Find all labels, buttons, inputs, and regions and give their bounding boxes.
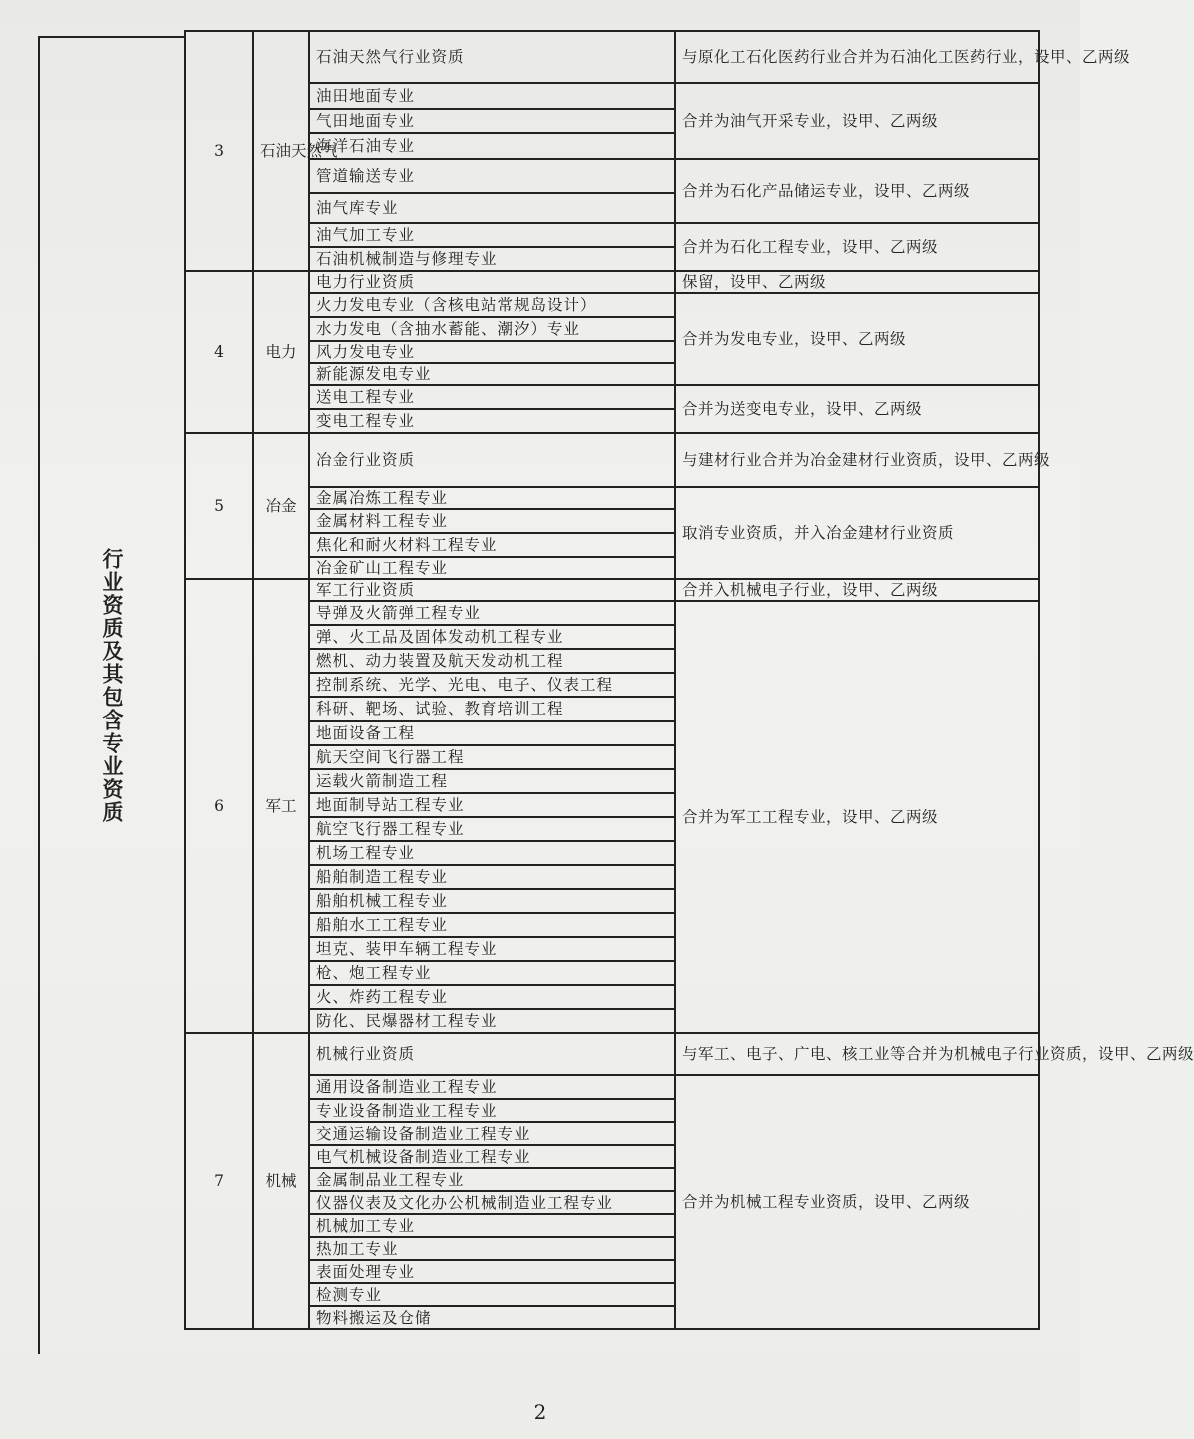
qualification-item: 枪、炮工程专业: [309, 961, 675, 985]
qualification-item: 交通运输设备制造业工程专业: [309, 1122, 675, 1145]
qualification-item: 防化、民爆器材工程专业: [309, 1009, 675, 1033]
qualification-item: 金属材料工程专业: [309, 509, 675, 533]
table-row: [185, 487, 1039, 509]
merge-note: 合并为送变电专业，设甲、乙两级: [675, 385, 1039, 433]
qualification-item: 航空飞行器工程专业: [309, 817, 675, 841]
qualification-item: 水力发电（含抽水蓄能、潮汐）专业: [309, 317, 675, 341]
merge-note: 与建材行业合并为冶金建材行业资质，设甲、乙两级: [675, 433, 1039, 487]
qualification-item: 仪器仪表及文化办公机械制造业工程专业: [309, 1191, 675, 1214]
qualification-item: 航天空间飞行器工程: [309, 745, 675, 769]
qualification-item: 新能源发电专业: [309, 363, 675, 385]
outer-frame-top-border: [38, 36, 186, 38]
qualification-item: 军工行业资质: [309, 579, 675, 601]
merge-note: 与军工、电子、广电、核工业等合并为机械电子行业资质，设甲、乙两级: [675, 1033, 1039, 1075]
industry-name: 军工: [253, 579, 309, 1033]
qualification-item: 电力行业资质: [309, 271, 675, 293]
table-row: [185, 271, 1039, 293]
qualification-item: 金属制品业工程专业: [309, 1168, 675, 1191]
qualification-item: 通用设备制造业工程专业: [309, 1075, 675, 1099]
merge-note: 合并为发电专业，设甲、乙两级: [675, 293, 1039, 385]
merge-note: 合并为石化产品储运专业，设甲、乙两级: [675, 159, 1039, 223]
qualification-item: 船舶水工工程专业: [309, 913, 675, 937]
qualification-item: 变电工程专业: [309, 409, 675, 433]
qualification-item: 地面设备工程: [309, 721, 675, 745]
table-row: [185, 579, 1039, 601]
qualification-item: 控制系统、光学、光电、电子、仪表工程: [309, 673, 675, 697]
category-label: 行业资质及其包含专业资质: [100, 548, 124, 824]
qualification-item: 风力发电专业: [309, 341, 675, 363]
page-number: 2: [533, 1400, 547, 1424]
merge-note: 与原化工石化医药行业合并为石油化工医药行业，设甲、乙两级: [675, 31, 1039, 83]
qualification-item: 船舶机械工程专业: [309, 889, 675, 913]
qualification-item: 海洋石油专业: [309, 133, 675, 159]
outer-frame-left-border: [38, 36, 40, 1354]
qualification-item: 专业设备制造业工程专业: [309, 1099, 675, 1122]
merge-note: 合并为军工工程专业，设甲、乙两级: [675, 601, 1039, 1033]
qualification-item: 送电工程专业: [309, 385, 675, 409]
table-row: [185, 159, 1039, 193]
qualification-item: 运载火箭制造工程: [309, 769, 675, 793]
qualification-item: 物料搬运及仓储: [309, 1306, 675, 1329]
merge-note: 取消专业资质，并入冶金建材行业资质: [675, 487, 1039, 579]
merge-note: 合并入机械电子行业，设甲、乙两级: [675, 579, 1039, 601]
qualification-item: 冶金矿山工程专业: [309, 557, 675, 579]
qualification-item: 热加工专业: [309, 1237, 675, 1260]
qualification-item: 焦化和耐火材料工程专业: [309, 533, 675, 557]
table-row: [185, 83, 1039, 109]
qualification-item: 地面制导站工程专业: [309, 793, 675, 817]
qualification-item: 油气库专业: [309, 193, 675, 223]
qualification-item: 弹、火工品及固体发动机工程专业: [309, 625, 675, 649]
qualification-item: 船舶制造工程专业: [309, 865, 675, 889]
qualification-item: 导弹及火箭弹工程专业: [309, 601, 675, 625]
industry-name: 石油天然气: [253, 31, 309, 271]
qualification-item: 坦克、装甲车辆工程专业: [309, 937, 675, 961]
industry-name: 冶金: [253, 433, 309, 579]
qualification-item: 电气机械设备制造业工程专业: [309, 1145, 675, 1168]
qualification-item: 机械行业资质: [309, 1033, 675, 1075]
table-row: [185, 31, 1039, 83]
qualification-item: 油气加工专业: [309, 223, 675, 247]
qualification-item: 火、炸药工程专业: [309, 985, 675, 1009]
qualification-item: 机械加工专业: [309, 1214, 675, 1237]
group-number: 4: [185, 271, 253, 433]
qualification-item: 科研、靶场、试验、教育培训工程: [309, 697, 675, 721]
merge-note: 合并为机械工程专业资质，设甲、乙两级: [675, 1075, 1039, 1329]
qualification-table: [184, 30, 1194, 1330]
qualification-item: 表面处理专业: [309, 1260, 675, 1283]
group-number: 5: [185, 433, 253, 579]
group-number: 6: [185, 579, 253, 1033]
qualification-item: 冶金行业资质: [309, 433, 675, 487]
table-row: [185, 1033, 1039, 1075]
merge-note: 合并为油气开采专业，设甲、乙两级: [675, 83, 1039, 159]
table-row: [185, 385, 1039, 409]
table-row: [185, 223, 1039, 247]
qualification-item: 石油天然气行业资质: [309, 31, 675, 83]
group-number: 7: [185, 1033, 253, 1329]
qualification-item: 检测专业: [309, 1283, 675, 1306]
qualification-item: 金属冶炼工程专业: [309, 487, 675, 509]
table-row: [185, 1075, 1039, 1099]
industry-name: 电力: [253, 271, 309, 433]
table-row: [185, 601, 1039, 625]
merge-note: 保留，设甲、乙两级: [675, 271, 1039, 293]
qualification-item: 管道输送专业: [309, 159, 675, 193]
group-number: 3: [185, 31, 253, 271]
qualification-item: 机场工程专业: [309, 841, 675, 865]
qualification-item: 燃机、动力装置及航天发动机工程: [309, 649, 675, 673]
table-row: [185, 293, 1039, 317]
table-row: [185, 433, 1039, 487]
industry-name: 机械: [253, 1033, 309, 1329]
qualification-item: 石油机械制造与修理专业: [309, 247, 675, 271]
qualification-item: 气田地面专业: [309, 109, 675, 133]
qualification-item: 油田地面专业: [309, 83, 675, 109]
merge-note: 合并为石化工程专业，设甲、乙两级: [675, 223, 1039, 271]
qualification-item: 火力发电专业（含核电站常规岛设计）: [309, 293, 675, 317]
